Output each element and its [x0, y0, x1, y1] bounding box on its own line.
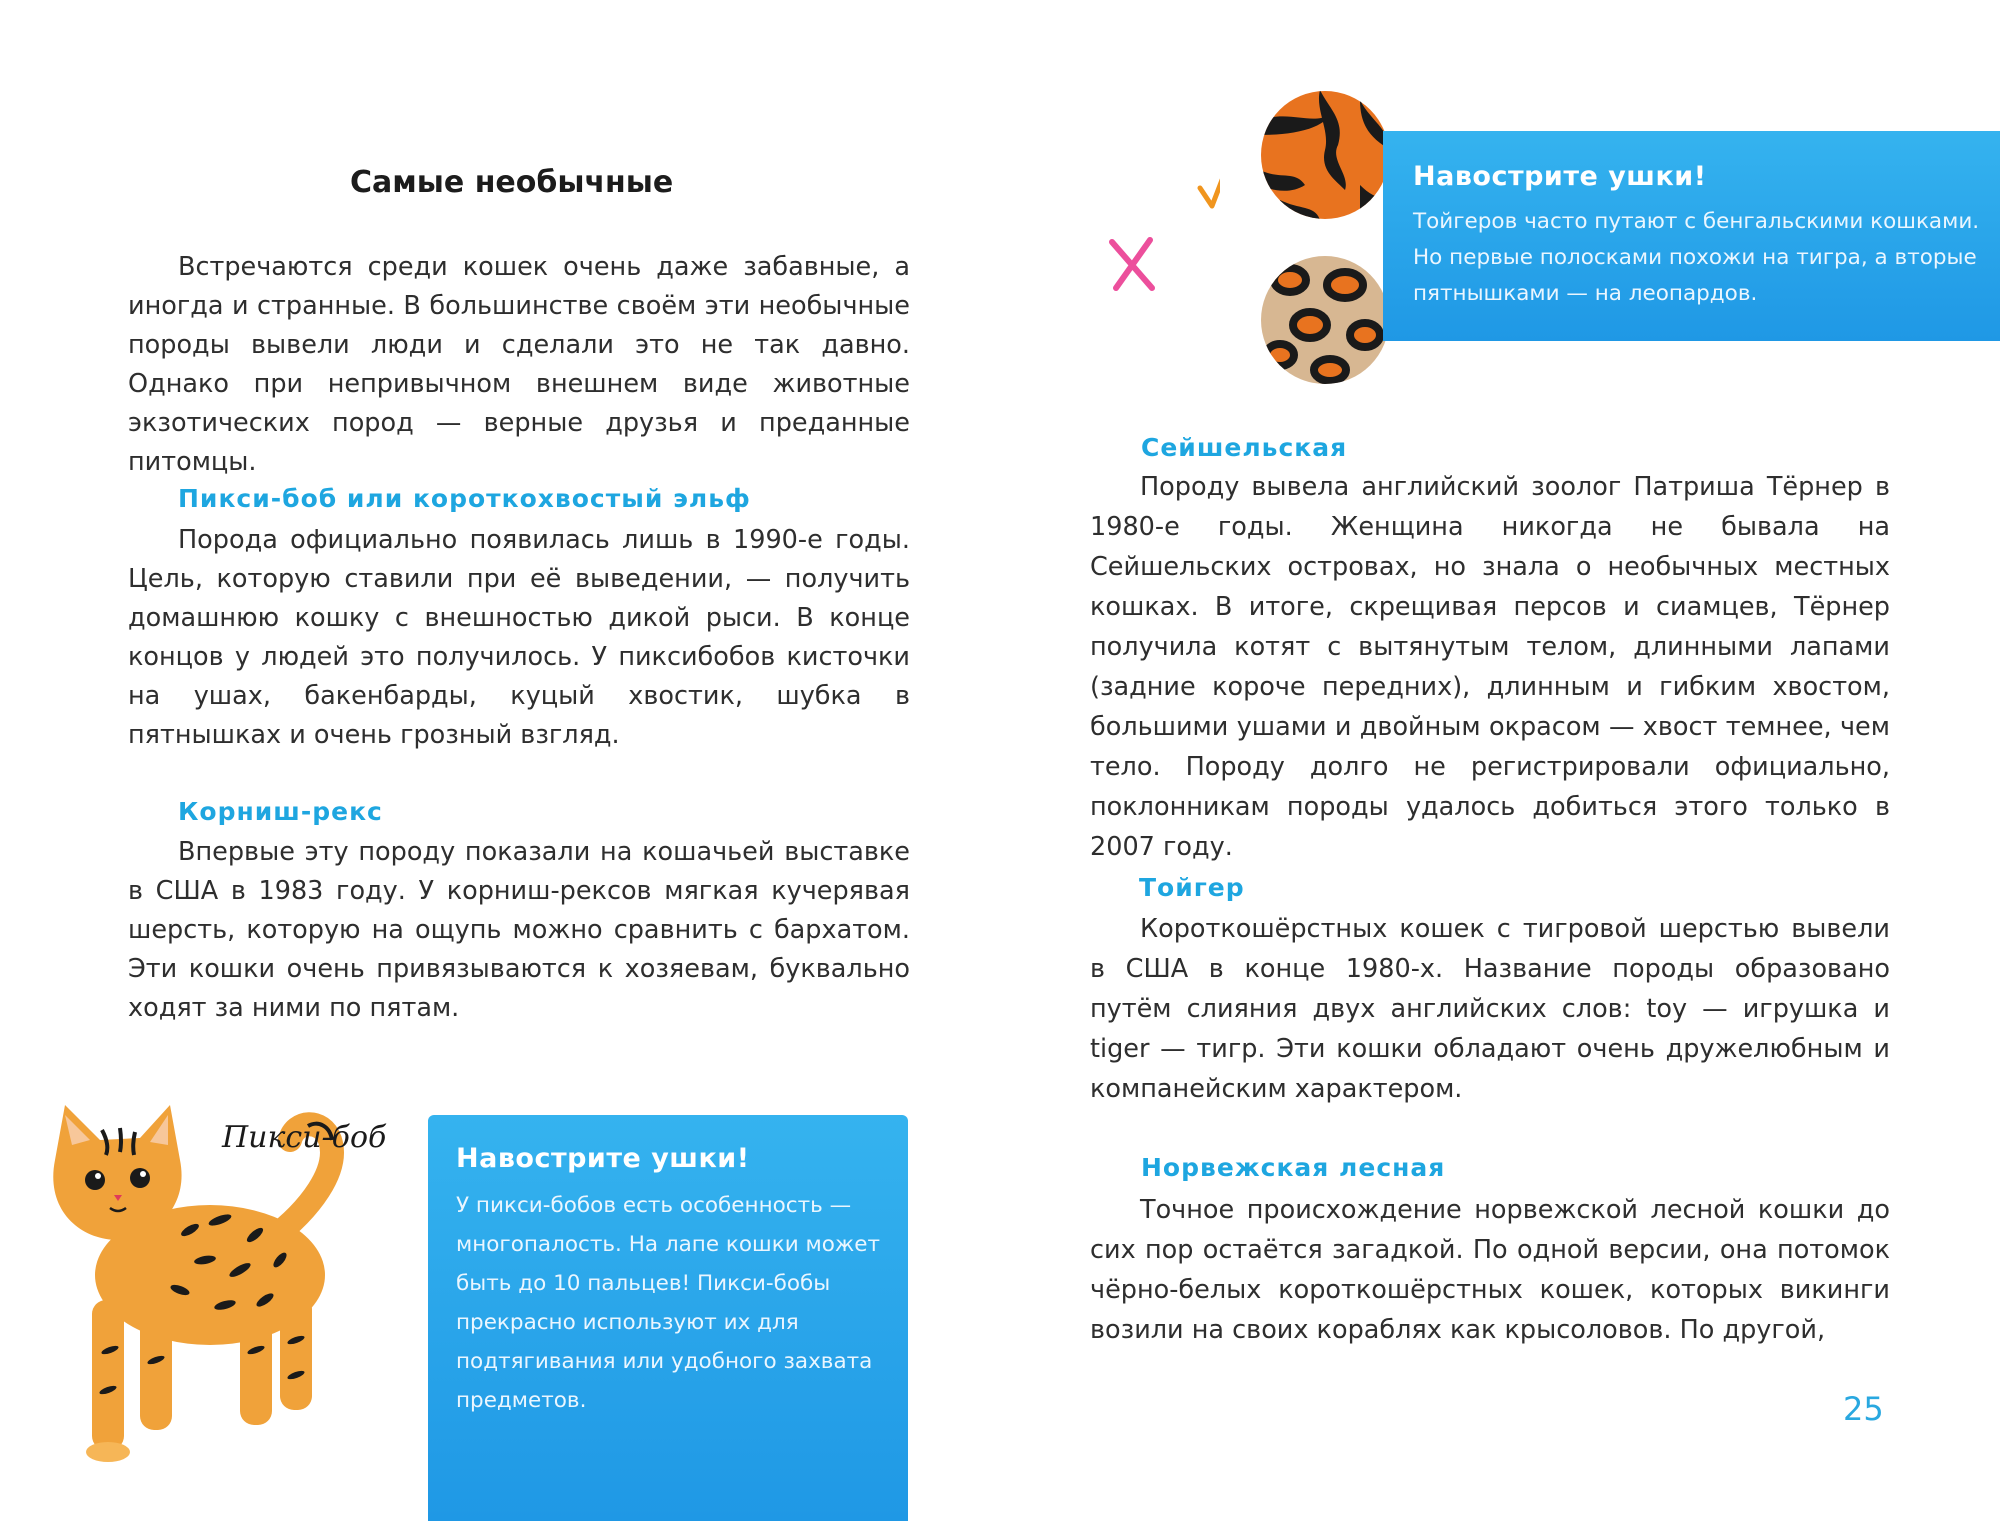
pixie-bob-cat-illustration	[40, 1100, 400, 1470]
tiger-pattern-circle	[1260, 90, 1390, 220]
decorative-doodles	[1100, 170, 1220, 310]
paragraph-cornish-rex: Впервые эту породу показали на кошачьей выставке в США в 1983 году. У корниш-рексов мягкая кучерявая шерсть, которую на ощупь можно сравнить с бархатом. Эти кошки очень привязываются к хозяевам, буквально ходят за ними по пятам.	[128, 837, 910, 1023]
heading-toyger: Тойгер	[1139, 873, 1245, 902]
star-icon	[1112, 240, 1152, 288]
heading-norwegian-forest: Норвежская лесная	[1141, 1153, 1446, 1182]
paragraph-seychellois: Породу вывела английский зоолог Патриша Тёрнер в 1980-е годы. Женщина никогда не бывала на Сейшельских островах, но знала о необычных местных кошках. В итоге, скрещивая персов и сиамцев, Тёрнер получила котят с вытянутым телом, длинными лапами (задние короче передних), длинным и гибким хвостом, большими ушами и двойным окрасом — хвост темнее, чем тело. Породу долго не регистрировали официально, поклонникам породы удалось добиться этого только в 2007 году.	[1090, 472, 1890, 862]
paragraph-pixie-bob: Порода официально появилась лишь в 1990-е годы. Цель, которую ставили при её выведении, — получить домашнюю кошку с внешностью дикой рыси. В конце концов у людей это получилось. У пиксибобов кисточки на ушах, бакенбарды, куцый хвостик, шубка в пятнышках и очень грозный взгляд.	[128, 525, 910, 750]
page-title: Самые необычные	[350, 165, 674, 200]
heading-seychellois: Сейшельская	[1141, 433, 1348, 462]
tip-box-right-title: Навострите ушки!	[1413, 161, 1707, 192]
page-number: 25	[1843, 1390, 1884, 1428]
paragraph-toyger: Короткошёрстных кошек с тигровой шерстью вывели в США в конце 1980-х. Название породы образовано путём слияния двух английских слов: toy — игрушка и tiger — тигр. Эти кошки обладают очень дружелюбным и компанейским характером.	[1090, 914, 1890, 1104]
heart-icon	[1200, 180, 1220, 206]
tip-box-right-text: Тойгеров часто путают с бенгальскими кошками. Но первые полосками похожи на тигра, а вторые пятнышками — на леопардов.	[1413, 209, 1980, 306]
heading-pixie-bob: Пикси-боб или короткохвостый эльф	[178, 484, 751, 513]
tip-box-left	[428, 1115, 908, 1521]
paragraph-norwegian-forest: Точное происхождение норвежской лесной кошки до сих пор остаётся загадкой. По одной версии, она потомок чёрно-белых короткошёрстных кошек, которых викинги возили на своих кораблях как крысоловов. По другой,	[1090, 1195, 1890, 1345]
heading-cornish-rex: Корниш-рекс	[178, 797, 383, 826]
intro-paragraph: Встречаются среди кошек очень даже забавные, а иногда и странные. В большинстве своём эти необычные породы вывели люди и сделали это не так давно. Однако при непривычном внешнем виде животные экзотических пород — верные друзья и преданные питомцы.	[128, 252, 910, 477]
tip-box-left-title: Навострите ушки!	[456, 1143, 750, 1174]
tip-box-left-text: У пикси-бобов есть особенность — многопалость. На лапе кошки может быть до 10 пальцев! Пикси-бобы прекрасно используют их для подтягивания или удобного захвата предметов.	[456, 1193, 881, 1413]
leopard-pattern-circle	[1260, 255, 1390, 385]
tip-box-right	[1383, 131, 2000, 341]
cat-label: Пикси-боб	[222, 1120, 387, 1155]
